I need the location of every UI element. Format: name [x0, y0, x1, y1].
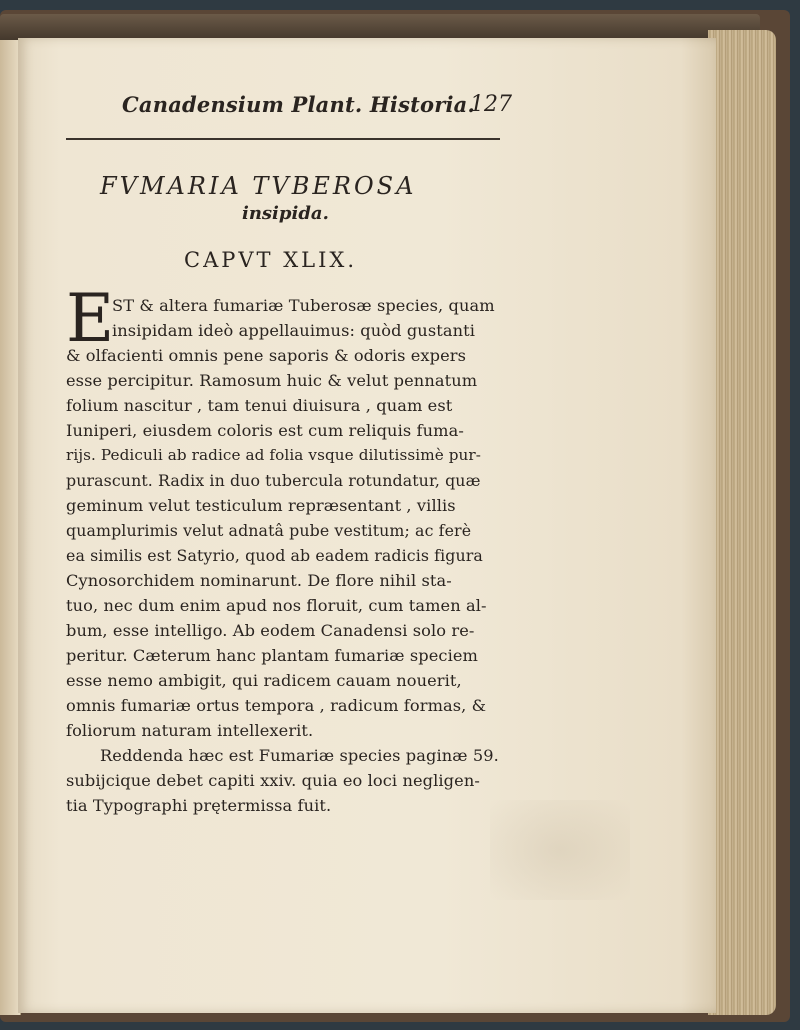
page-number: 127 — [470, 92, 512, 117]
chapter-title-line1: FVMARIA TVBEROSA — [100, 172, 417, 200]
body-line: tuo, nec dum enim apud nos floruit, cum tamen al- — [66, 596, 487, 615]
body-line: rijs. Pediculi ab radice ad folia vsque dilutissimè pur- — [66, 446, 482, 464]
body-line: tia Typographi prętermissa fuit. — [66, 796, 332, 815]
body-line: foliorum naturam intellexerit. — [66, 721, 314, 740]
body-line: Cynosorchidem nominarunt. De flore nihil sta- — [66, 571, 452, 590]
body-line: geminum velut testiculum repræsentant , villis — [66, 496, 456, 515]
chapter-title-line2: insipida. — [242, 203, 329, 224]
body-line: esse nemo ambigit, qui radicem cauam nouerit, — [66, 671, 462, 690]
body-line: omnis fumariæ ortus tempora , radicum formas, & — [66, 696, 487, 715]
body-line: insipidam ideò appellauimus: quòd gustanti — [112, 321, 475, 340]
body-line: quamplurimis velut adnatâ pube vestitum; ac ferè — [66, 521, 472, 540]
body-line: peritur. Cæterum hanc plantam fumariæ speciem — [66, 646, 478, 665]
page-fore-edge — [708, 30, 776, 1015]
body-line: ea similis est Satyrio, quod ab eadem radicis figura — [66, 546, 483, 565]
chapter-number: CAPVT XLIX. — [184, 248, 358, 272]
body-line: & olfacienti omnis pene saporis & odoris expers — [66, 346, 467, 365]
drop-cap: E — [66, 280, 115, 357]
body-line: ST & altera fumariæ Tuberosæ species, quam — [112, 296, 495, 315]
body-line: bum, esse intelligo. Ab eodem Canadensi solo re- — [66, 621, 475, 640]
running-head: Canadensium Plant. Historia. — [122, 92, 475, 117]
body-line: Reddenda hæc est Fumariæ species paginæ 59. — [100, 746, 499, 765]
body-line: Iuniperi, eiusdem coloris est cum reliquis fuma- — [66, 421, 464, 440]
body-line: esse percipitur. Ramosum huic & velut pennatum — [66, 371, 478, 390]
body-line: subijcique debet capiti xxiv. quia eo loci negligen- — [66, 771, 480, 790]
show-through-shade — [490, 800, 630, 900]
body-line: purascunt. Radix in duo tubercula rotundatur, quæ — [66, 471, 481, 490]
body-line: folium nascitur , tam tenui diuisura , quam est — [66, 396, 453, 415]
header-rule — [66, 138, 500, 140]
